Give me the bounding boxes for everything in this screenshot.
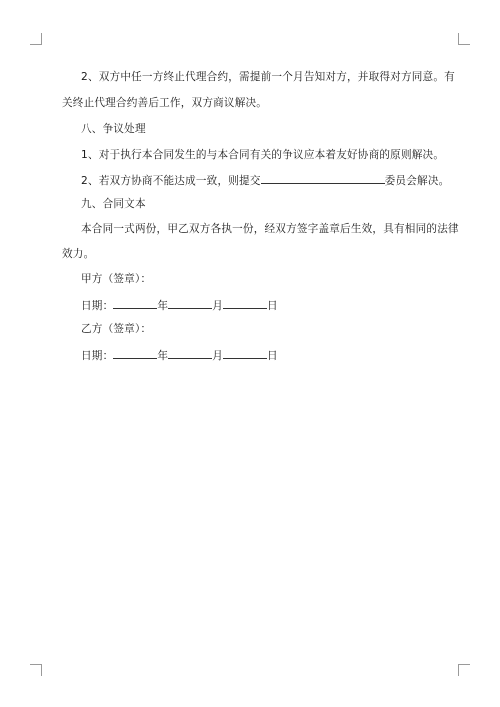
top-left-corner-mark [30, 33, 42, 45]
clause-2-line-1: 2、双方中任一方终止代理合约，需提前一个月告知对方，并取得对方同意。有 [81, 71, 455, 83]
party-a-date-row [81, 297, 278, 313]
month-label: 月 [212, 350, 223, 362]
date-label: 日期： [81, 350, 114, 362]
top-right-corner-mark [458, 33, 470, 45]
day-blank[interactable] [223, 347, 267, 359]
section-8-heading: 八、争议处理 [81, 123, 146, 135]
month-blank[interactable] [168, 347, 212, 359]
section-8-item-2 [81, 172, 449, 188]
section-9-heading: 九、合同文本 [81, 198, 146, 210]
section-9-line-1: 本合同一式两份，甲乙双方各执一份，经双方签字盖章后生效，具有相同的法律 [81, 223, 459, 235]
month-blank[interactable] [168, 297, 212, 309]
year-blank[interactable] [113, 297, 157, 309]
section-9-line-2: 效力。 [62, 248, 95, 260]
section-8-item-2-suffix: 委员会解决。 [384, 175, 450, 187]
day-blank[interactable] [223, 297, 267, 309]
party-b-date-row [81, 347, 278, 363]
month-label: 月 [212, 300, 223, 312]
bottom-right-corner-mark [458, 664, 470, 676]
date-label: 日期： [81, 300, 114, 312]
day-label: 日 [266, 300, 278, 312]
party-b-signature-label: 乙方（签章）： [81, 323, 152, 335]
clause-2-line-2: 关终止代理合约善后工作，双方商议解决。 [62, 97, 268, 109]
party-a-signature-label: 甲方（签章）： [81, 273, 152, 285]
year-label: 年 [157, 350, 169, 362]
section-8-item-2-prefix: 2、若双方协商不能达成一致，则提交 [81, 175, 261, 187]
day-label: 日 [266, 350, 278, 362]
bottom-left-corner-mark [30, 664, 42, 676]
year-label: 年 [157, 300, 169, 312]
section-8-item-1: 1、对于执行本合同发生的与本合同有关的争议应本着友好协商的原则解决。 [81, 149, 445, 161]
year-blank[interactable] [113, 347, 157, 359]
arbitration-committee-blank[interactable] [261, 172, 385, 184]
